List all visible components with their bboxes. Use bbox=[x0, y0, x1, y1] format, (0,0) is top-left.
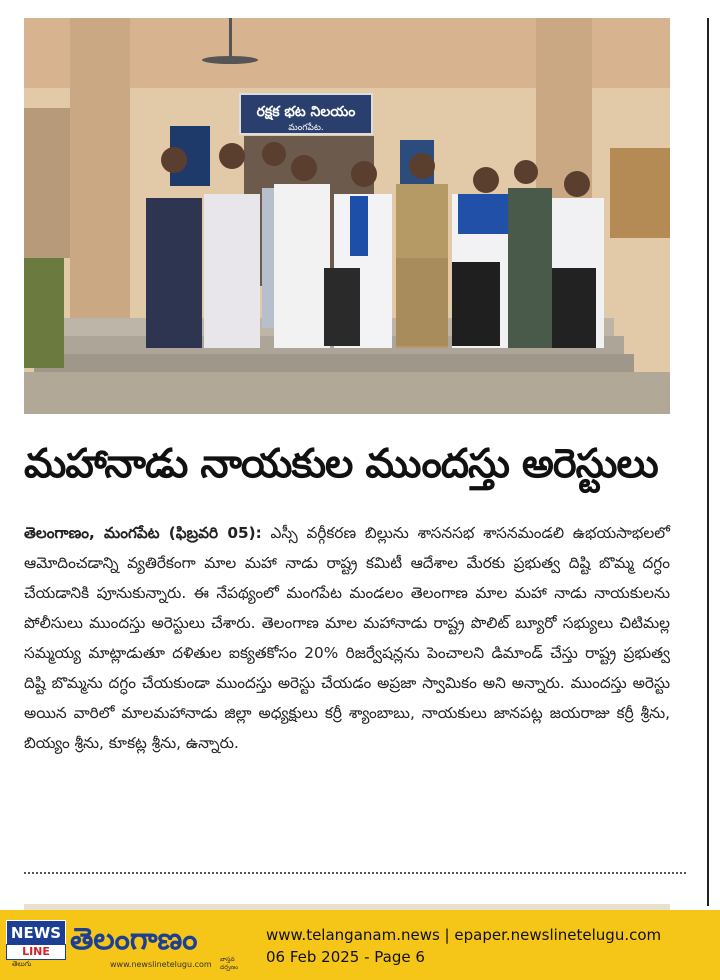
headline: మహానాడు నాయకుల ముందస్తు అరెస్టులు bbox=[24, 441, 658, 487]
article-dateline: తెలంగాణం, మంగపేట (ఫిబ్రవరి 05): bbox=[24, 524, 262, 542]
footer-date-page: 06 Feb 2025 - Page 6 bbox=[266, 948, 425, 966]
article-text: ఎస్సీ వర్గీకరణ బిల్లును శాసనసభ శాసనమండలి ఉభయసాభలలో ఆమోదించడాన్ని వ్యతిరేకంగా మాల మహా నాడు రాష్ట్ర కమిటీ ఆదేశాల మేరకు ప్రభుత్వ దిష్టి బొమ్మ దగ్ధం చేయడానికి పూనుకున్నారు. ఈ నేపథ్యంలో మంగపేట మండలం తెలంగాణ మాల మహా నాడు నాయకులను పోలీసులు ముందస్తు అరెస్టులు చేశారు. తెలంగాణ మాల మహానాడు రాష్ట్ర పొలిట్ బ్యూరో సభ్యులు చిటిమల్ల సమ్మయ్య మాట్లాడుతూ దళితుల ఐక్యతకోసం 20% రిజర్వేషన్లను పెంచాలని డిమాండ్ చేస్తు రాష్ట్ర ప్రభుత్వ దిష్టి బొమ్మను దగ్ధం చేయకుండా ముందస్తు అరెస్టు చేయడం అప్రజా స్వామికం అని అన్నారు. ముందస్తు అరెస్టు అయిన వారిలో మాలమహానాడు జిల్లా అధ్యక్షులు కర్రీ శ్యాంబాబు, నాయకులు జానపట్ల జయరాజు కర్రీ శ్రీను, బియ్యం శ్రీను, కూకట్ల శ్రీను, ఉన్నారు. bbox=[24, 524, 670, 752]
dotted-separator bbox=[24, 872, 686, 874]
newsline-logo-top: NEWS bbox=[6, 920, 66, 946]
telanganam-logo bbox=[70, 922, 250, 971]
footer-bar bbox=[0, 910, 720, 980]
news-photo bbox=[24, 18, 670, 414]
telanganam-brand: తెలంగాణం bbox=[70, 922, 198, 957]
column-divider bbox=[707, 18, 709, 906]
article-body bbox=[24, 518, 670, 758]
telanganam-tagline: వాస్తవ దర్పణం bbox=[220, 956, 239, 971]
footer-urls: www.telanganam.news | epaper.newslinetelugu.com bbox=[266, 926, 662, 944]
telanganam-logo-url: www.newslinetelugu.com bbox=[110, 960, 212, 969]
newsline-logo bbox=[6, 920, 66, 966]
sign-line-2: మంగపేట. bbox=[288, 123, 324, 133]
sign-line-1: రక్షక భట నిలయం bbox=[256, 104, 356, 120]
police-station-photo bbox=[24, 18, 670, 414]
newsline-logo-bottom: LINE bbox=[6, 944, 66, 960]
newsline-logo-sub: తెలుగు bbox=[12, 960, 32, 968]
